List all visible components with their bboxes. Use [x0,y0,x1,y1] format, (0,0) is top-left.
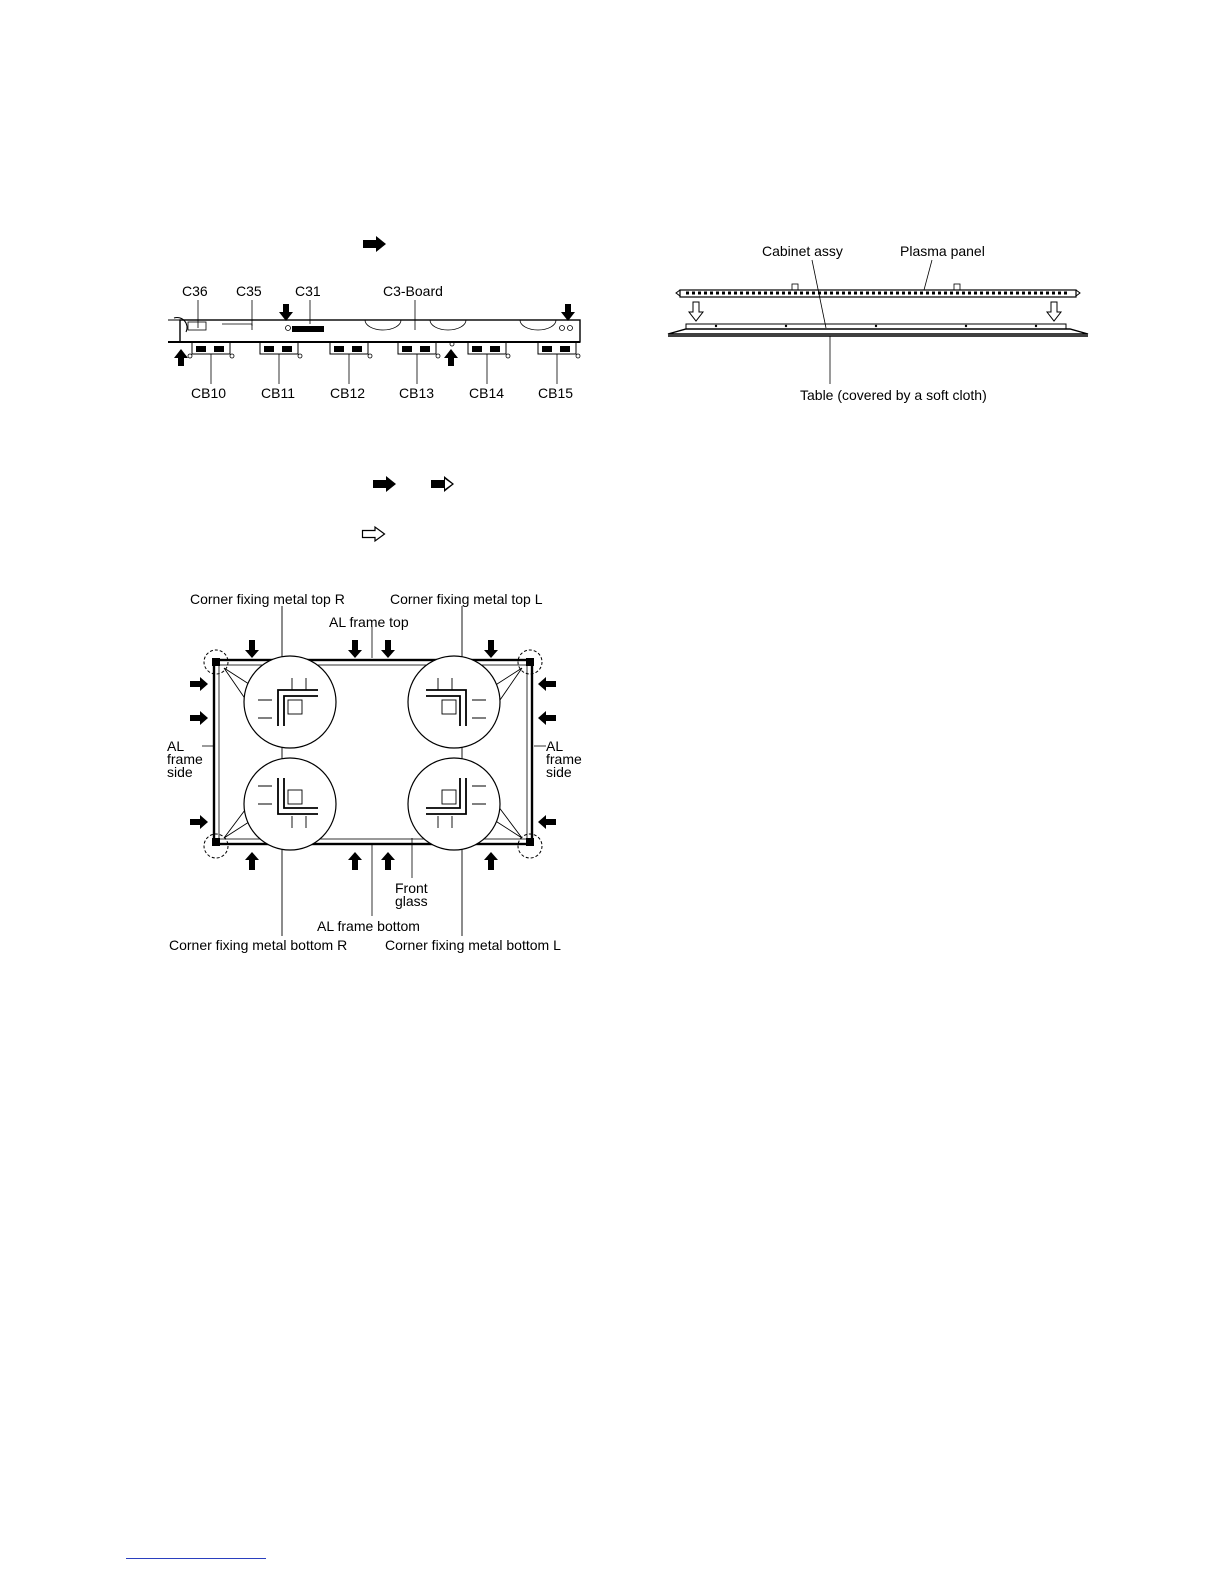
outline-arrow-icon [362,526,386,542]
callout-c36: C36 [182,283,208,299]
solid-arrow-icon [363,236,387,252]
corner-top-l-label: Corner fixing metal top L [390,591,543,607]
callout-c3-board: C3-Board [383,283,443,299]
corner-bottom-r-label: Corner fixing metal bottom R [169,937,348,953]
connector-cb13: CB13 [399,385,435,401]
connector-cb15: CB15 [538,385,574,401]
callout-c31: C31 [295,283,321,299]
table-label: Table (covered by a soft cloth) [800,387,987,403]
corner-bottom-l-label: Corner fixing metal bottom L [385,937,561,953]
frame-side-left-label: AL frame side [167,738,203,780]
frame-top-label: AL frame top [329,614,409,630]
solid-arrow-icon [373,476,397,492]
plasma-panel-label: Plasma panel [900,243,985,259]
connector-cb11: CB11 [261,385,295,401]
footer-link-underline [126,1558,266,1559]
c3-board-drawing [160,296,590,386]
frame-side-right-label: AL frame side [546,738,582,780]
front-glass-label: Front glass [395,880,428,909]
frame-bottom-label: AL frame bottom [317,918,420,934]
al-frame-drawing [180,606,580,936]
outline-arrow-icon [431,476,455,492]
connector-cb14: CB14 [469,385,505,401]
plasma-panel-drawing [666,256,1092,386]
callout-c35: C35 [236,283,262,299]
corner-top-r-label: Corner fixing metal top R [190,591,345,607]
connector-cb10: CB10 [191,385,227,401]
cabinet-assy-label: Cabinet assy [762,243,843,259]
connector-cb12: CB12 [330,385,366,401]
